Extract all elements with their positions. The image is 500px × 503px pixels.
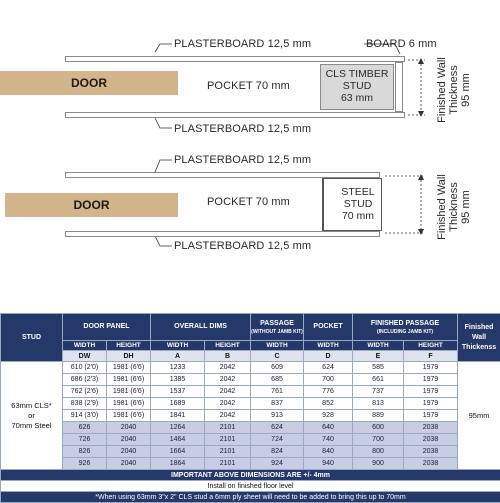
table-cell: 837 bbox=[251, 398, 304, 410]
table-row bbox=[1, 386, 500, 398]
table-cell: 1979 bbox=[404, 362, 458, 374]
sub-header-cell: WIDTH bbox=[353, 341, 404, 351]
table-cell: 1464 bbox=[151, 434, 205, 446]
letter-cell: F bbox=[404, 351, 458, 362]
table-cell: 2042 bbox=[205, 386, 251, 398]
header-passage: PASSAGE (WITHOUT JAMB KIT) bbox=[251, 314, 304, 341]
sub-header-cell: HEIGHT bbox=[205, 341, 251, 351]
table-cell: 838 (2'9) bbox=[63, 398, 107, 410]
stud-label: CLS TIMBER STUD 63 mm bbox=[320, 68, 394, 104]
plasterboard-bottom-label: PLASTERBOARD 12,5 mm bbox=[174, 123, 311, 135]
letter-cell: B bbox=[205, 351, 251, 362]
table-cell: 1385 bbox=[151, 374, 205, 386]
table-cell: 900 bbox=[353, 458, 404, 470]
table-cell: 740 bbox=[304, 434, 353, 446]
board-label: BOARD 6 mm bbox=[366, 38, 437, 50]
leader-line bbox=[155, 236, 172, 246]
plasterboard-top-label: PLASTERBOARD 12,5 mm bbox=[174, 154, 311, 166]
wall-thickness-cell: 95mm bbox=[458, 362, 500, 470]
table-cell: 2101 bbox=[205, 458, 251, 470]
table-cell: 1979 bbox=[404, 398, 458, 410]
letter-cell: A bbox=[151, 351, 205, 362]
table-cell: 726 bbox=[63, 434, 107, 446]
table-cell: 700 bbox=[304, 374, 353, 386]
plasterboard-top-label: PLASTERBOARD 12,5 mm bbox=[174, 38, 311, 50]
door-label: DOOR bbox=[5, 193, 178, 217]
table-cell: 940 bbox=[304, 458, 353, 470]
table-row bbox=[1, 422, 500, 434]
table-cell: 926 bbox=[63, 458, 107, 470]
table-cell: 1981 (6'6) bbox=[107, 398, 151, 410]
table-cell: 609 bbox=[251, 362, 304, 374]
table-cell: 1664 bbox=[151, 446, 205, 458]
table-cell: 2101 bbox=[205, 434, 251, 446]
letter-cell: C bbox=[251, 351, 304, 362]
sub-header-cell: WIDTH bbox=[151, 341, 205, 351]
important-note: IMPORTANT ABOVE DIMENSIONS ARE +/- 4mm bbox=[1, 470, 500, 481]
table-cell: 1981 (6'6) bbox=[107, 362, 151, 374]
table-cell: 640 bbox=[304, 422, 353, 434]
header-pocket: POCKET bbox=[304, 314, 353, 341]
plasterboard-bottom bbox=[65, 231, 380, 237]
pocket-label: POCKET 70 mm bbox=[207, 80, 290, 92]
table-cell: 661 bbox=[353, 374, 404, 386]
table-cell: 2042 bbox=[205, 374, 251, 386]
table-cell: 685 bbox=[251, 374, 304, 386]
sub-header-cell: HEIGHT bbox=[404, 341, 458, 351]
table-cell: 2042 bbox=[205, 398, 251, 410]
table-cell: 610 (2'0) bbox=[63, 362, 107, 374]
letter-cell: D bbox=[304, 351, 353, 362]
table-cell: 1979 bbox=[404, 386, 458, 398]
table-cell: 914 (3'0) bbox=[63, 410, 107, 422]
table-cell: 2101 bbox=[205, 422, 251, 434]
table-cell: 826 bbox=[63, 446, 107, 458]
table-cell: 761 bbox=[251, 386, 304, 398]
table-cell: 2040 bbox=[107, 446, 151, 458]
table-body bbox=[1, 362, 500, 470]
table-cell: 1264 bbox=[151, 422, 205, 434]
leader-line bbox=[155, 44, 172, 52]
table-cell: 800 bbox=[353, 446, 404, 458]
door-label: DOOR bbox=[0, 71, 178, 95]
table-cell: 1841 bbox=[151, 410, 205, 422]
table-row bbox=[1, 434, 500, 446]
table-row bbox=[1, 362, 500, 374]
table-cell: 1689 bbox=[151, 398, 205, 410]
table-cell: 2040 bbox=[107, 458, 151, 470]
install-note: Install on finished floor level bbox=[1, 481, 500, 492]
table-row bbox=[1, 446, 500, 458]
table-cell: 924 bbox=[251, 458, 304, 470]
wall-thickness-label: Finished Wall Thickness 95 mm bbox=[436, 152, 472, 262]
table-cell: 762 (2'6) bbox=[63, 386, 107, 398]
table-cell: 852 bbox=[304, 398, 353, 410]
header-overall-dims: OVERALL DIMS bbox=[151, 314, 251, 341]
header-door-panel: DOOR PANEL bbox=[63, 314, 151, 341]
table-cell: 1979 bbox=[404, 410, 458, 422]
sub-header-cell: HEIGHT bbox=[107, 341, 151, 351]
table-cell: 889 bbox=[353, 410, 404, 422]
letter-cell: DW bbox=[63, 351, 107, 362]
sub-header-cell: WIDTH bbox=[63, 341, 107, 351]
table-cell: 813 bbox=[353, 398, 404, 410]
letter-cell: DH bbox=[107, 351, 151, 362]
plasterboard-top bbox=[65, 56, 405, 62]
table-cell: 737 bbox=[353, 386, 404, 398]
sub-header-row bbox=[1, 341, 500, 351]
header-finished-passage: FINISHED PASSAGE (INCLUDING JAMB KIT) bbox=[353, 314, 458, 341]
table-cell: 928 bbox=[304, 410, 353, 422]
table-row bbox=[1, 398, 500, 410]
table-cell: 2042 bbox=[205, 410, 251, 422]
table-cell: 2042 bbox=[205, 362, 251, 374]
leader-line bbox=[155, 118, 172, 128]
plasterboard-bottom-label: PLASTERBOARD 12,5 mm bbox=[174, 240, 311, 252]
table-cell: 624 bbox=[251, 422, 304, 434]
table-cell: 624 bbox=[304, 362, 353, 374]
table-row bbox=[1, 458, 500, 470]
table-cell: 1979 bbox=[404, 374, 458, 386]
table-cell: 724 bbox=[251, 434, 304, 446]
table-cell: 1537 bbox=[151, 386, 205, 398]
table-cell: 2038 bbox=[404, 434, 458, 446]
header-stud: STUD bbox=[1, 314, 63, 362]
table-cell: 585 bbox=[353, 362, 404, 374]
wall-thickness-label: Finished Wall Thickness 95 mm bbox=[436, 35, 472, 145]
table-cell: 824 bbox=[251, 446, 304, 458]
table-cell: 2038 bbox=[404, 446, 458, 458]
table-cell: 686 (2'3) bbox=[63, 374, 107, 386]
table-cell: 776 bbox=[304, 386, 353, 398]
table-cell: 2038 bbox=[404, 458, 458, 470]
board-6mm bbox=[395, 62, 403, 112]
table-cell: 2040 bbox=[107, 434, 151, 446]
stud-type-cell: 63mm CLS* or 70mm Steel bbox=[1, 362, 63, 470]
table-cell: 2040 bbox=[107, 422, 151, 434]
table-cell: 2101 bbox=[205, 446, 251, 458]
letter-cell: E bbox=[353, 351, 404, 362]
plasterboard-bottom bbox=[65, 112, 405, 118]
table-cell: 1864 bbox=[151, 458, 205, 470]
table-cell: 840 bbox=[304, 446, 353, 458]
sub-header-cell: WIDTH bbox=[251, 341, 304, 351]
door-panel bbox=[5, 193, 178, 217]
dimensions-table bbox=[0, 313, 500, 503]
table-row bbox=[1, 374, 500, 386]
door-panel bbox=[0, 71, 178, 95]
table-cell: 600 bbox=[353, 422, 404, 434]
table-cell: 626 bbox=[63, 422, 107, 434]
letter-row bbox=[1, 351, 500, 362]
table-cell: 1981 (6'6) bbox=[107, 374, 151, 386]
table-cell: 1981 (6'6) bbox=[107, 386, 151, 398]
table-cell: 1233 bbox=[151, 362, 205, 374]
table-cell: 2038 bbox=[404, 422, 458, 434]
pocket-label: POCKET 70 mm bbox=[207, 196, 290, 208]
table-cell: 913 bbox=[251, 410, 304, 422]
stud-label: STEEL STUD 70 mm bbox=[330, 186, 386, 222]
leader-line bbox=[155, 160, 172, 172]
header-finished-wall: Finished Wall Thickenss bbox=[458, 314, 500, 362]
table-cell: 700 bbox=[353, 434, 404, 446]
cls-stud-note: *When using 63mm 3"x 2" CLS stud a 6mm ply sheet will need to be added to bring this up to 70mm bbox=[1, 492, 500, 503]
table-cell: 1981 (6'6) bbox=[107, 410, 151, 422]
sub-header-cell: WIDTH bbox=[304, 341, 353, 351]
table-row bbox=[1, 410, 500, 422]
